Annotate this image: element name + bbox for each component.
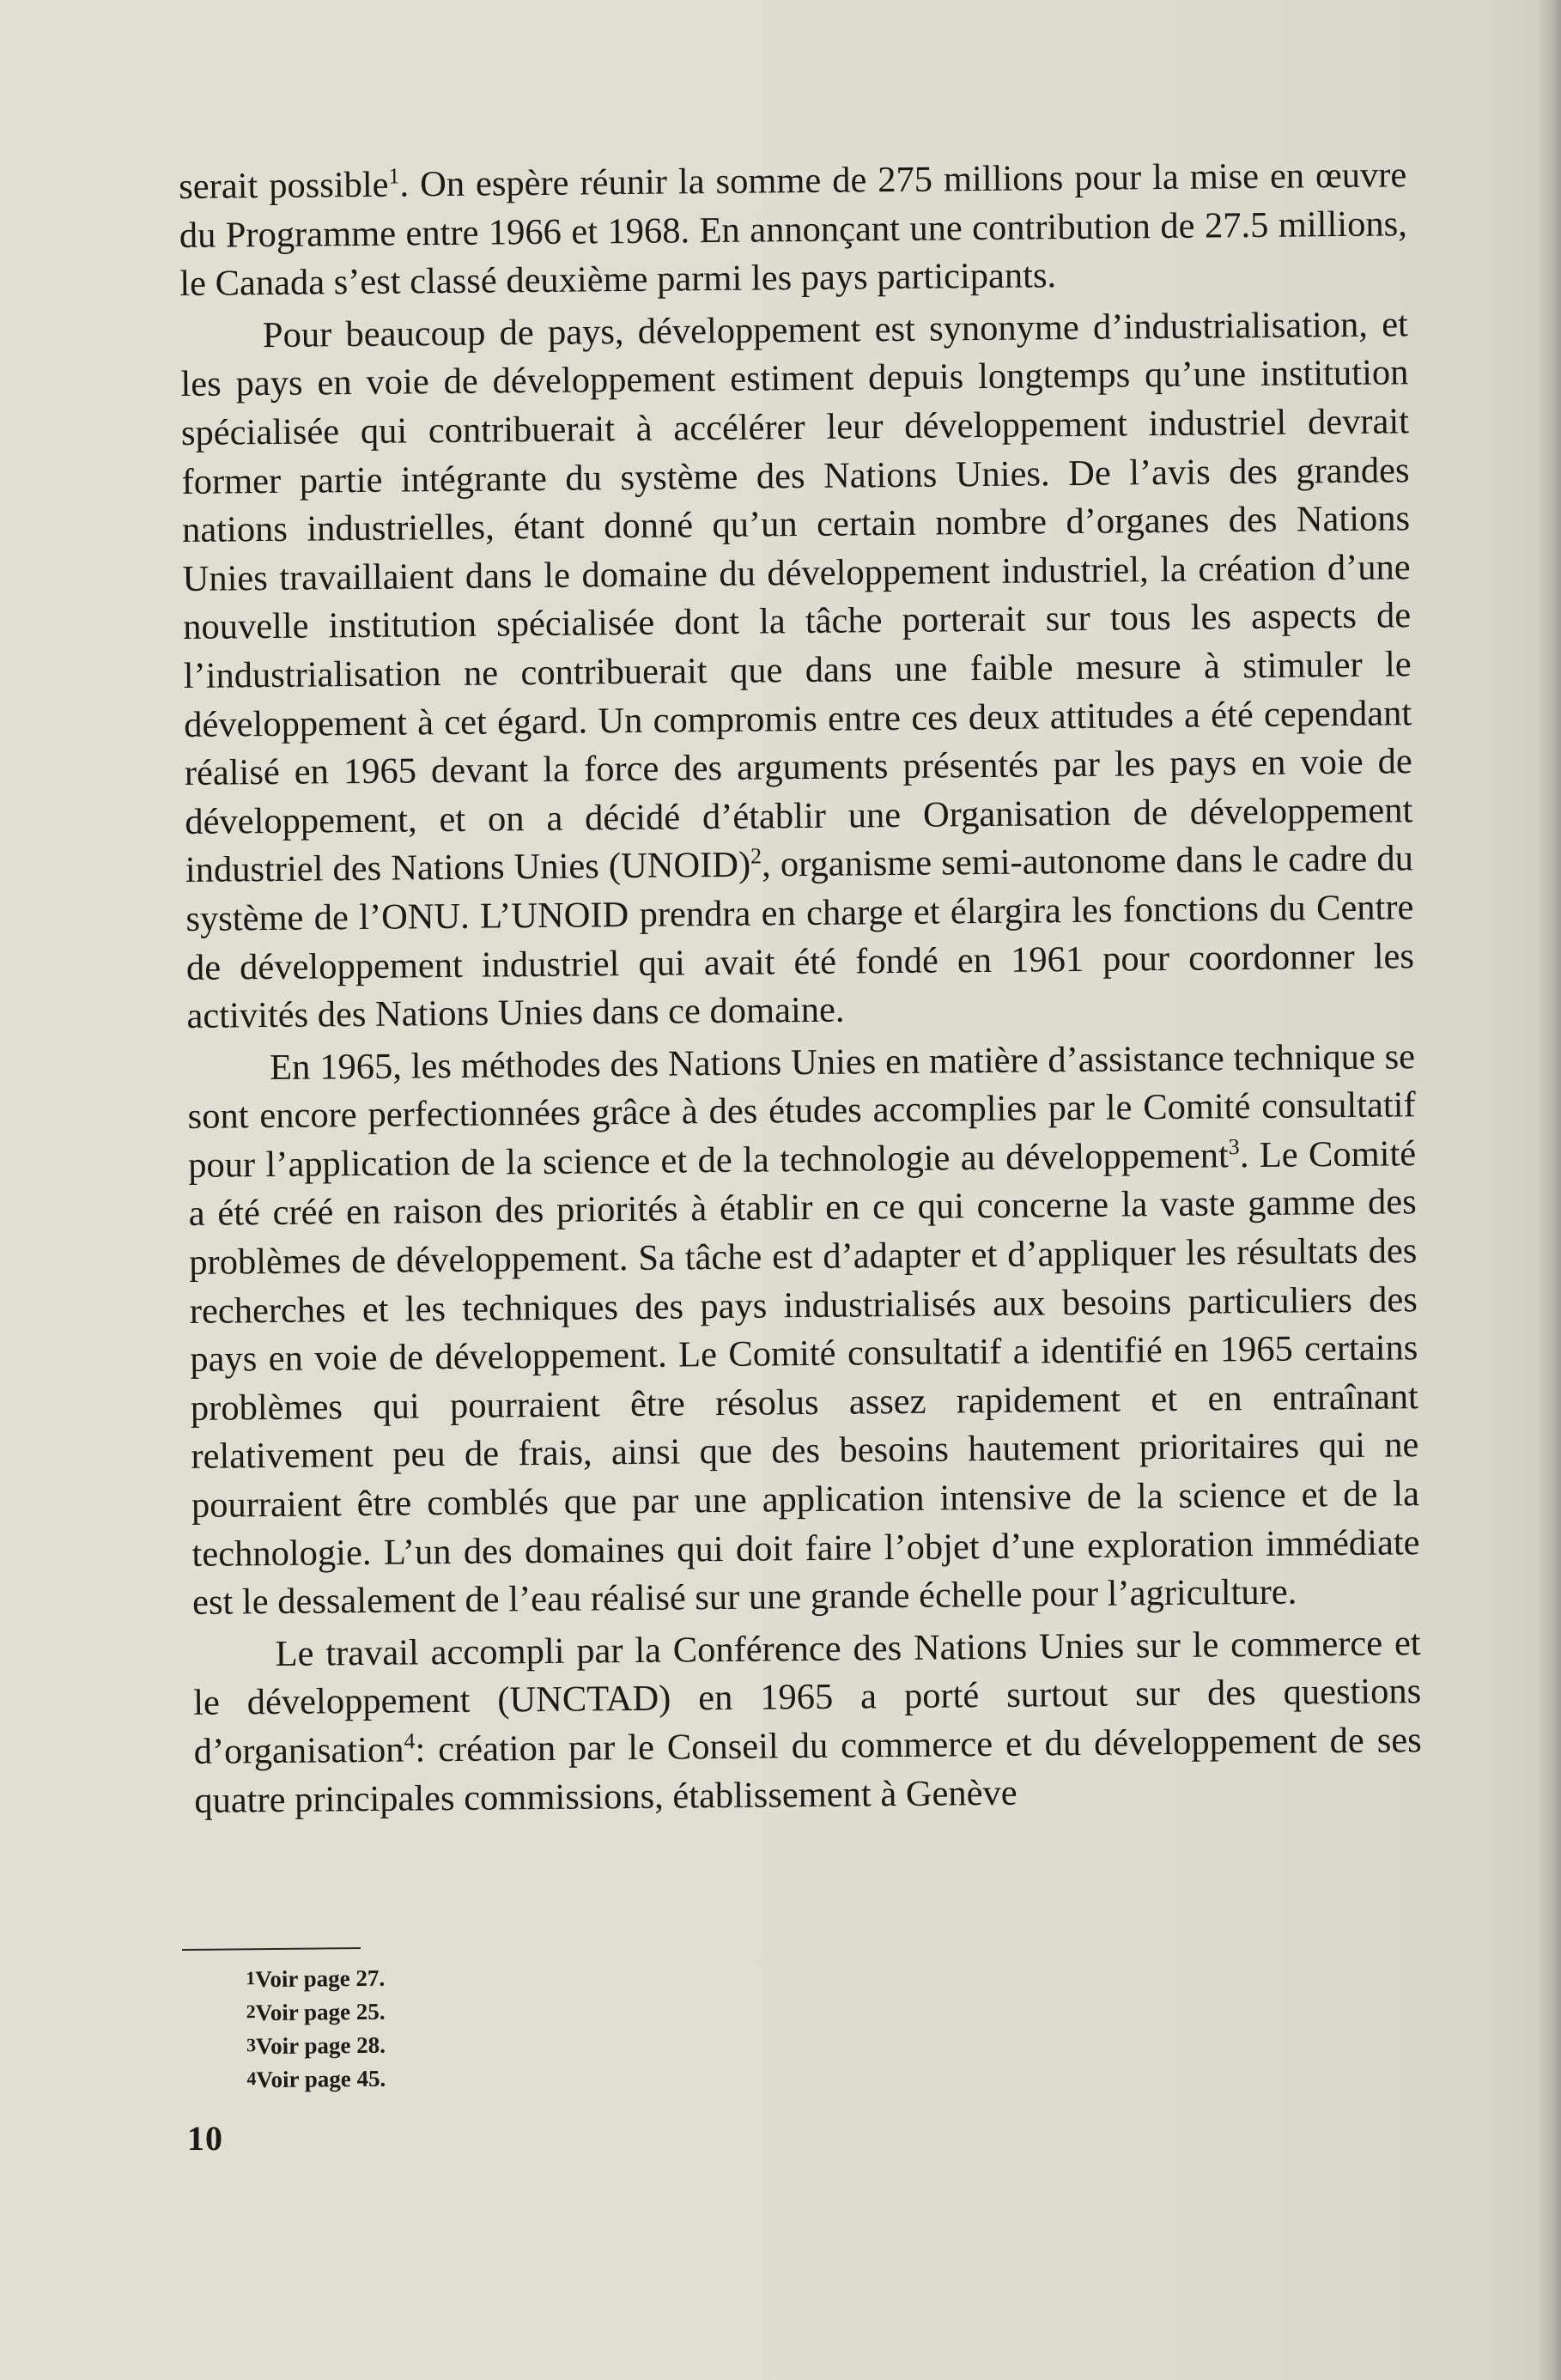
paragraph-text: Pour beaucoup de pays, développement est synonyme d’industrialisation, et les pays en voie de développement estiment depuis longtemps qu’une institution spécialisée qui contribuerait à accélérer leur développement industriel devrait former partie intégrante du système des Nations Unies. De l’avis des grandes nations industrielles, étant donné qu’un certain nombre d’organes des Nations Unies travaillaient dans le domaine du développement industriel, la création d’une nouvelle institution spécialisée dont la tâche porterait sur tous les aspects de l’industrialisation ne contribuerait que dans une faible mesure à stimuler le développement à cet égard. Un compromis entre ces deux attitudes a été cependant réalisé en 1965 devant la force des arguments présentés par les pays en voie de développement, et on a décidé d’établir une Organisation de développement industriel des Nations Unies (UNOID) xyxy=(180,304,1413,891)
page-number: 10 xyxy=(187,2119,223,2158)
footnote-rule xyxy=(182,1947,361,1951)
paragraph-text: : création par le Conseil du commerce et du développement de ses quatre principales commissions, établissement à Genève xyxy=(194,1720,1422,1821)
footnote-text: Voir page 28. xyxy=(255,2031,386,2060)
footnote xyxy=(182,1958,697,1996)
footnote xyxy=(183,2025,698,2063)
paragraph-text: . Le Comité a été créé en raison des priorités à établir en ce qui concerne la vaste gamme des problèmes de développement. Sa tâche est d’adapter et d’appliquer les résultats des recherches et les techniques des pays industrialisés aux besoins particuliers des pays en voie de développement. Le Comité consultatif a identifié en 1965 certains problèmes qui pourraient être résolus assez rapidement et en entraînant relativement peu de frais, ainsi que des besoins hautement prioritaires qui ne pourraient être comblés que par une application intensive de la science et de la technologie. L’un des domaines qui doit faire l’objet d’une exploration immédiate est le dessalement de l’eau réalisé sur une grande échelle pour l’agriculture. xyxy=(188,1133,1420,1624)
footnote-list xyxy=(182,1958,698,2097)
paragraph-text: serait possible xyxy=(179,164,389,207)
paragraph xyxy=(187,1033,1420,1628)
paragraph-text: , organisme semi-autonome dans le cadre du système de l’ONU. L’UNOID prendra en charge et élargira les fonctions du Centre de développement industriel qui avait été fondé en 1961 pour coordonner les activités des Nations Unies dans ce domaine. xyxy=(185,838,1415,1037)
footnotes xyxy=(182,1944,699,2097)
footnote xyxy=(183,2058,698,2097)
footnote-reference: 1 xyxy=(388,163,400,189)
footnote-number: 4 xyxy=(246,2067,257,2090)
paragraph-text: Le travail accompli par la Conférence des Nations Unies sur le commerce et le développement (UNCTAD) en 1965 a porté surtout sur des questions d’organisation xyxy=(192,1623,1422,1772)
footnote-text: Voir page 25. xyxy=(255,1998,386,2026)
paragraph xyxy=(179,151,1408,309)
footnote-number: 3 xyxy=(246,2034,257,2056)
footnote-reference: 4 xyxy=(404,1728,416,1754)
page-edge-shadow xyxy=(1537,0,1561,2380)
body-text xyxy=(179,151,1423,1829)
footnote-reference: 2 xyxy=(750,843,762,869)
footnote-number: 1 xyxy=(246,1967,256,1989)
paragraph xyxy=(192,1619,1422,1825)
footnote-text: Voir page 45. xyxy=(256,2065,386,2093)
footnote-reference: 3 xyxy=(1228,1133,1240,1160)
footnote-text: Voir page 27. xyxy=(255,1964,386,1993)
paragraph-text: . On espère réunir la somme de 275 millions pour la mise en œuvre du Programme entre 1966 et 1968. En annonçant une contribution de 27.5 millions, le Canada s’est classé deuxième parmi les pays participants. xyxy=(179,155,1407,305)
footnote-number: 2 xyxy=(246,2001,256,2023)
paragraph-text: En 1965, les méthodes des Nations Unies en matière d’assistance technique se sont encore perfectionnées grâce à des études accomplies par le Comité consultatif pour l’application de la science et de la technologie au développement xyxy=(187,1035,1416,1186)
footnote xyxy=(183,1991,698,2030)
paragraph xyxy=(180,301,1415,1041)
